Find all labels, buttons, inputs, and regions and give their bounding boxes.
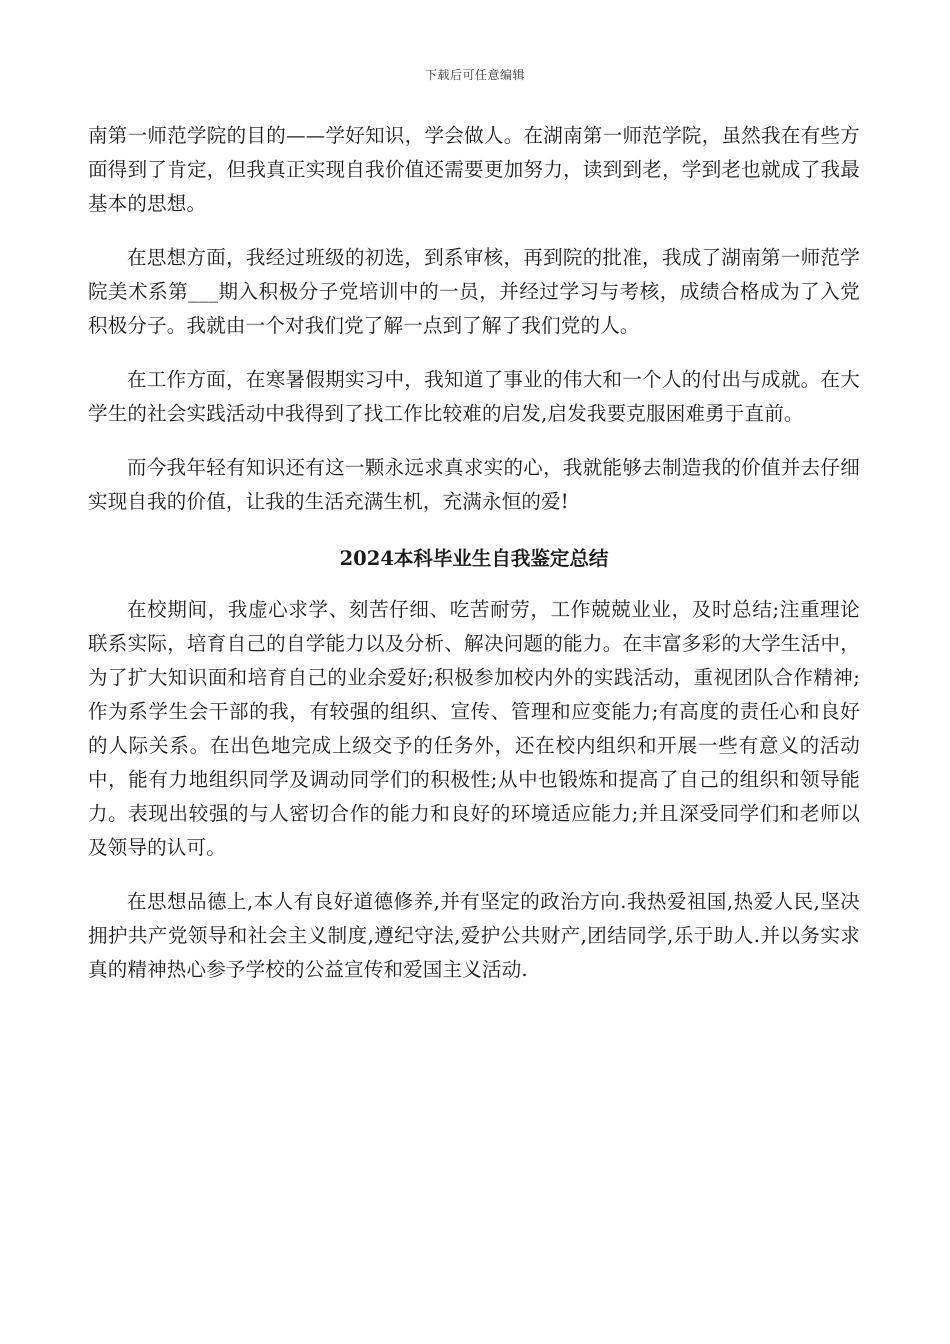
paragraph-conclusion: 而今我年轻有知识还有这一颗永远求真求实的心，我就能够去制造我的价值并去仔细实现自我的价值，让我的生活充满生机，充满永恒的爱! (88, 456, 860, 513)
paragraph-work: 在工作方面，在寒暑假期实习中，我知道了事业的伟大和一个人的付出与成就。在大学生的社会实践活动中我得到了找工作比较难的启发,启发我要克服困难勇于直前。 (88, 368, 860, 425)
page-header-note: 下载后可任意编辑 (424, 68, 525, 82)
paragraph-study: 在校期间，我虚心求学、刻苦仔细、吃苦耐劳，工作兢兢业业，及时总结;注重理论联系实际，培育自己的自学能力以及分析、解决问题的能力。在丰富多彩的大学生活中，为了扩大知识面和培育自己的业余爱好;积极参加校内外的实践活动，重视团队合作精神;作为系学生会干部的我，有较强的组织、宣传、管理和应变能力;有高度的责任心和良好的人际关系。在出色地完成上级交予的任务外，还在校内组织和开展一些有意义的活动中，能有力地组织同学及调动同学们的积极性;从中也锻炼和提高了自己的组织和领导能力。表现出较强的与人密切合作的能力和良好的环境适应能力;并且深受同学们和老师以及领导的认可。 (88, 598, 860, 859)
paragraph-morality: 在思想品德上,本人有良好道德修养,并有坚定的政治方向.我热爱祖国,热爱人民,坚决拥护共产党领导和社会主义制度,遵纪守法,爱护公共财产,团结同学,乐于助人.并以务实求真的精神热心参予学校的公益宣传和爱国主义活动. (88, 890, 860, 981)
paragraph-thought: 在思想方面，我经过班级的初选，到系审核，再到院的批准，我成了湖南第一师范学院美术系第___期入积极分子党培训中的一员，并经过学习与考核，成绩合格成为了入党积极分子。我就由一个对我们党了解一点到了解了我们党的人。 (88, 246, 860, 337)
section-title: 2024本科毕业生自我鉴定总结 (339, 547, 609, 570)
paragraph-continuation: 南第一师范学院的目的——学好知识，学会做人。在湖南第一师范学院，虽然我在有些方面得到了肯定，但我真正实现自我价值还需要更加努力，读到到老，学到老也就成了我最基本的思想。 (88, 124, 860, 215)
document-body (88, 119, 860, 987)
